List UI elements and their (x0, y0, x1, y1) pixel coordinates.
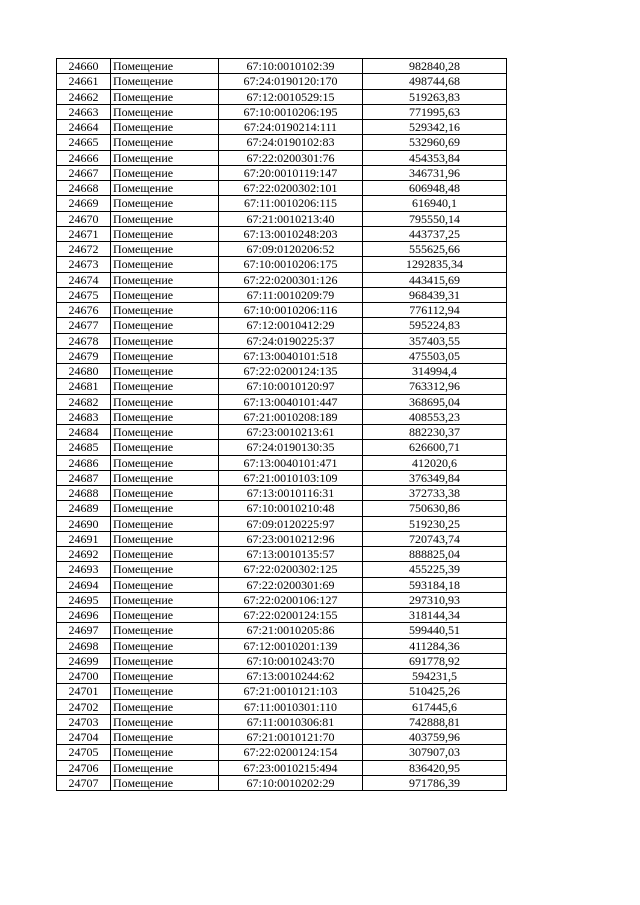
row-number-cell: 24693 (57, 562, 111, 577)
cadastral-value-cell: 595224,83 (363, 318, 507, 333)
object-type-cell: Помещение (111, 745, 219, 760)
row-number-cell: 24687 (57, 470, 111, 485)
cadastral-value-cell: 529342,16 (363, 120, 507, 135)
cadastral-value-cell: 519230,25 (363, 516, 507, 531)
table-row (57, 74, 507, 89)
object-type-cell: Помещение (111, 531, 219, 546)
cadastral-number-cell: 67:24:0190130:35 (219, 440, 363, 455)
object-type-cell: Помещение (111, 59, 219, 74)
table-row (57, 440, 507, 455)
cadastral-value-cell: 297310,93 (363, 592, 507, 607)
row-number-cell: 24703 (57, 714, 111, 729)
table-row (57, 394, 507, 409)
table-body (57, 59, 507, 791)
cadastral-value-cell: 314994,4 (363, 364, 507, 379)
table-row (57, 104, 507, 119)
row-number-cell: 24690 (57, 516, 111, 531)
object-type-cell: Помещение (111, 74, 219, 89)
table-row (57, 318, 507, 333)
cadastral-value-cell: 368695,04 (363, 394, 507, 409)
cadastral-number-cell: 67:10:0010206:195 (219, 104, 363, 119)
table-row (57, 714, 507, 729)
object-type-cell: Помещение (111, 257, 219, 272)
object-type-cell: Помещение (111, 425, 219, 440)
cadastral-number-cell: 67:11:0010209:79 (219, 287, 363, 302)
table-row (57, 364, 507, 379)
object-type-cell: Помещение (111, 303, 219, 318)
object-type-cell: Помещение (111, 211, 219, 226)
cadastral-number-cell: 67:21:0010208:189 (219, 409, 363, 424)
row-number-cell: 24662 (57, 89, 111, 104)
table-row (57, 699, 507, 714)
table-row (57, 181, 507, 196)
cadastral-number-cell: 67:10:0010206:175 (219, 257, 363, 272)
cadastral-number-cell: 67:22:0200124:135 (219, 364, 363, 379)
cadastral-number-cell: 67:13:0010248:203 (219, 226, 363, 241)
cadastral-value-cell: 763312,96 (363, 379, 507, 394)
cadastral-number-cell: 67:22:0200124:155 (219, 608, 363, 623)
row-number-cell: 24689 (57, 501, 111, 516)
row-number-cell: 24701 (57, 684, 111, 699)
cadastral-number-cell: 67:12:0010412:29 (219, 318, 363, 333)
cadastral-value-cell: 357403,55 (363, 333, 507, 348)
cadastral-number-cell: 67:21:0010205:86 (219, 623, 363, 638)
row-number-cell: 24676 (57, 303, 111, 318)
object-type-cell: Помещение (111, 684, 219, 699)
object-type-cell: Помещение (111, 104, 219, 119)
cadastral-value-cell: 443415,69 (363, 272, 507, 287)
table-row (57, 165, 507, 180)
row-number-cell: 24677 (57, 318, 111, 333)
cadastral-number-cell: 67:09:0120225:97 (219, 516, 363, 531)
cadastral-value-cell: 720743,74 (363, 531, 507, 546)
object-type-cell: Помещение (111, 181, 219, 196)
row-number-cell: 24699 (57, 653, 111, 668)
object-type-cell: Помещение (111, 638, 219, 653)
cadastral-value-cell: 593184,18 (363, 577, 507, 592)
cadastral-value-cell: 691778,92 (363, 653, 507, 668)
cadastral-number-cell: 67:22:0200302:125 (219, 562, 363, 577)
cadastral-value-cell: 443737,25 (363, 226, 507, 241)
table-row (57, 257, 507, 272)
table-row (57, 348, 507, 363)
cadastral-number-cell: 67:11:0010206:115 (219, 196, 363, 211)
cadastral-value-cell: 412020,6 (363, 455, 507, 470)
document-page (56, 58, 506, 791)
row-number-cell: 24695 (57, 592, 111, 607)
cadastral-number-cell: 67:12:0010201:139 (219, 638, 363, 653)
cadastral-number-cell: 67:09:0120206:52 (219, 242, 363, 257)
row-number-cell: 24675 (57, 287, 111, 302)
object-type-cell: Помещение (111, 364, 219, 379)
table-row (57, 730, 507, 745)
table-row (57, 638, 507, 653)
cadastral-number-cell: 67:22:0200302:101 (219, 181, 363, 196)
cadastral-number-cell: 67:10:0010202:29 (219, 775, 363, 790)
object-type-cell: Помещение (111, 165, 219, 180)
cadastral-value-cell: 454353,84 (363, 150, 507, 165)
row-number-cell: 24698 (57, 638, 111, 653)
object-type-cell: Помещение (111, 608, 219, 623)
row-number-cell: 24705 (57, 745, 111, 760)
cadastral-value-cell: 318144,34 (363, 608, 507, 623)
cadastral-number-cell: 67:13:0040101:471 (219, 455, 363, 470)
table-row (57, 89, 507, 104)
cadastral-value-cell: 606948,48 (363, 181, 507, 196)
row-number-cell: 24679 (57, 348, 111, 363)
cadastral-number-cell: 67:13:0040101:447 (219, 394, 363, 409)
object-type-cell: Помещение (111, 242, 219, 257)
cadastral-value-cell: 968439,31 (363, 287, 507, 302)
object-type-cell: Помещение (111, 333, 219, 348)
object-type-cell: Помещение (111, 730, 219, 745)
row-number-cell: 24702 (57, 699, 111, 714)
cadastral-number-cell: 67:21:0010103:109 (219, 470, 363, 485)
table-row (57, 409, 507, 424)
row-number-cell: 24673 (57, 257, 111, 272)
table-row (57, 333, 507, 348)
cadastral-number-cell: 67:10:0010102:39 (219, 59, 363, 74)
object-type-cell: Помещение (111, 486, 219, 501)
cadastral-number-cell: 67:21:0010121:103 (219, 684, 363, 699)
cadastral-number-cell: 67:24:0190102:83 (219, 135, 363, 150)
cadastral-value-cell: 982840,28 (363, 59, 507, 74)
cadastral-value-cell: 882230,37 (363, 425, 507, 440)
table-row (57, 745, 507, 760)
row-number-cell: 24692 (57, 547, 111, 562)
cadastral-number-cell: 67:24:0190214:111 (219, 120, 363, 135)
cadastral-value-cell: 616940,1 (363, 196, 507, 211)
row-number-cell: 24686 (57, 455, 111, 470)
cadastral-number-cell: 67:24:0190120:170 (219, 74, 363, 89)
object-type-cell: Помещение (111, 760, 219, 775)
table-row (57, 135, 507, 150)
row-number-cell: 24660 (57, 59, 111, 74)
object-type-cell: Помещение (111, 562, 219, 577)
object-type-cell: Помещение (111, 455, 219, 470)
object-type-cell: Помещение (111, 440, 219, 455)
cadastral-number-cell: 67:21:0010213:40 (219, 211, 363, 226)
table-row (57, 455, 507, 470)
cadastral-number-cell: 67:24:0190225:37 (219, 333, 363, 348)
cadastral-number-cell: 67:13:0040101:518 (219, 348, 363, 363)
row-number-cell: 24671 (57, 226, 111, 241)
table-row (57, 577, 507, 592)
row-number-cell: 24688 (57, 486, 111, 501)
row-number-cell: 24667 (57, 165, 111, 180)
object-type-cell: Помещение (111, 623, 219, 638)
object-type-cell: Помещение (111, 516, 219, 531)
cadastral-number-cell: 67:22:0200301:69 (219, 577, 363, 592)
object-type-cell: Помещение (111, 775, 219, 790)
object-type-cell: Помещение (111, 470, 219, 485)
cadastral-value-cell: 532960,69 (363, 135, 507, 150)
table-row (57, 242, 507, 257)
table-row (57, 760, 507, 775)
cadastral-value-cell: 475503,05 (363, 348, 507, 363)
object-type-cell: Помещение (111, 287, 219, 302)
cadastral-value-cell: 776112,94 (363, 303, 507, 318)
table-row (57, 547, 507, 562)
cadastral-value-table (56, 58, 507, 791)
row-number-cell: 24666 (57, 150, 111, 165)
cadastral-value-cell: 555625,66 (363, 242, 507, 257)
table-row (57, 150, 507, 165)
object-type-cell: Помещение (111, 120, 219, 135)
row-number-cell: 24664 (57, 120, 111, 135)
object-type-cell: Помещение (111, 89, 219, 104)
object-type-cell: Помещение (111, 577, 219, 592)
table-row (57, 501, 507, 516)
object-type-cell: Помещение (111, 135, 219, 150)
row-number-cell: 24704 (57, 730, 111, 745)
table-row (57, 669, 507, 684)
table-row (57, 120, 507, 135)
table-row (57, 425, 507, 440)
row-number-cell: 24682 (57, 394, 111, 409)
table-row (57, 623, 507, 638)
cadastral-number-cell: 67:23:0010212:96 (219, 531, 363, 546)
cadastral-value-cell: 307907,03 (363, 745, 507, 760)
object-type-cell: Помещение (111, 196, 219, 211)
table-row (57, 653, 507, 668)
table-row (57, 486, 507, 501)
table-row (57, 211, 507, 226)
row-number-cell: 24697 (57, 623, 111, 638)
row-number-cell: 24691 (57, 531, 111, 546)
cadastral-number-cell: 67:10:0010210:48 (219, 501, 363, 516)
cadastral-number-cell: 67:10:0010206:116 (219, 303, 363, 318)
object-type-cell: Помещение (111, 669, 219, 684)
row-number-cell: 24669 (57, 196, 111, 211)
row-number-cell: 24696 (57, 608, 111, 623)
cadastral-value-cell: 742888,81 (363, 714, 507, 729)
row-number-cell: 24670 (57, 211, 111, 226)
row-number-cell: 24672 (57, 242, 111, 257)
table-row (57, 303, 507, 318)
row-number-cell: 24661 (57, 74, 111, 89)
cadastral-number-cell: 67:22:0200301:126 (219, 272, 363, 287)
cadastral-number-cell: 67:22:0200106:127 (219, 592, 363, 607)
table-row (57, 226, 507, 241)
row-number-cell: 24665 (57, 135, 111, 150)
cadastral-value-cell: 594231,5 (363, 669, 507, 684)
cadastral-number-cell: 67:11:0010301:110 (219, 699, 363, 714)
cadastral-value-cell: 836420,95 (363, 760, 507, 775)
cadastral-value-cell: 626600,71 (363, 440, 507, 455)
row-number-cell: 24668 (57, 181, 111, 196)
row-number-cell: 24685 (57, 440, 111, 455)
table-row (57, 592, 507, 607)
table-row (57, 516, 507, 531)
cadastral-value-cell: 795550,14 (363, 211, 507, 226)
cadastral-value-cell: 376349,84 (363, 470, 507, 485)
cadastral-number-cell: 67:22:0200124:154 (219, 745, 363, 760)
table-row (57, 775, 507, 790)
cadastral-value-cell: 888825,04 (363, 547, 507, 562)
row-number-cell: 24683 (57, 409, 111, 424)
row-number-cell: 24674 (57, 272, 111, 287)
cadastral-number-cell: 67:23:0010215:494 (219, 760, 363, 775)
cadastral-value-cell: 771995,63 (363, 104, 507, 119)
object-type-cell: Помещение (111, 272, 219, 287)
table-row (57, 379, 507, 394)
cadastral-number-cell: 67:13:0010244:62 (219, 669, 363, 684)
cadastral-number-cell: 67:13:0010116:31 (219, 486, 363, 501)
cadastral-value-cell: 408553,23 (363, 409, 507, 424)
row-number-cell: 24707 (57, 775, 111, 790)
object-type-cell: Помещение (111, 150, 219, 165)
table-row (57, 59, 507, 74)
object-type-cell: Помещение (111, 592, 219, 607)
object-type-cell: Помещение (111, 226, 219, 241)
cadastral-value-cell: 455225,39 (363, 562, 507, 577)
cadastral-value-cell: 519263,83 (363, 89, 507, 104)
table-row (57, 562, 507, 577)
table-row (57, 531, 507, 546)
object-type-cell: Помещение (111, 653, 219, 668)
cadastral-value-cell: 411284,36 (363, 638, 507, 653)
table-row (57, 287, 507, 302)
cadastral-value-cell: 498744,68 (363, 74, 507, 89)
cadastral-value-cell: 617445,6 (363, 699, 507, 714)
cadastral-number-cell: 67:10:0010243:70 (219, 653, 363, 668)
cadastral-number-cell: 67:12:0010529:15 (219, 89, 363, 104)
cadastral-value-cell: 1292835,34 (363, 257, 507, 272)
cadastral-number-cell: 67:22:0200301:76 (219, 150, 363, 165)
cadastral-value-cell: 599440,51 (363, 623, 507, 638)
table-row (57, 608, 507, 623)
table-row (57, 684, 507, 699)
cadastral-number-cell: 67:11:0010306:81 (219, 714, 363, 729)
table-row (57, 272, 507, 287)
row-number-cell: 24681 (57, 379, 111, 394)
row-number-cell: 24663 (57, 104, 111, 119)
object-type-cell: Помещение (111, 547, 219, 562)
object-type-cell: Помещение (111, 501, 219, 516)
object-type-cell: Помещение (111, 714, 219, 729)
object-type-cell: Помещение (111, 394, 219, 409)
cadastral-number-cell: 67:21:0010121:70 (219, 730, 363, 745)
cadastral-value-cell: 372733,38 (363, 486, 507, 501)
cadastral-number-cell: 67:23:0010213:61 (219, 425, 363, 440)
object-type-cell: Помещение (111, 409, 219, 424)
object-type-cell: Помещение (111, 318, 219, 333)
object-type-cell: Помещение (111, 379, 219, 394)
table-row (57, 470, 507, 485)
cadastral-value-cell: 346731,96 (363, 165, 507, 180)
cadastral-value-cell: 510425,26 (363, 684, 507, 699)
object-type-cell: Помещение (111, 699, 219, 714)
table-row (57, 196, 507, 211)
cadastral-value-cell: 403759,96 (363, 730, 507, 745)
row-number-cell: 24694 (57, 577, 111, 592)
row-number-cell: 24684 (57, 425, 111, 440)
cadastral-number-cell: 67:20:0010119:147 (219, 165, 363, 180)
object-type-cell: Помещение (111, 348, 219, 363)
cadastral-value-cell: 971786,39 (363, 775, 507, 790)
cadastral-value-cell: 750630,86 (363, 501, 507, 516)
cadastral-number-cell: 67:10:0010120:97 (219, 379, 363, 394)
row-number-cell: 24700 (57, 669, 111, 684)
cadastral-number-cell: 67:13:0010135:57 (219, 547, 363, 562)
row-number-cell: 24706 (57, 760, 111, 775)
row-number-cell: 24678 (57, 333, 111, 348)
row-number-cell: 24680 (57, 364, 111, 379)
